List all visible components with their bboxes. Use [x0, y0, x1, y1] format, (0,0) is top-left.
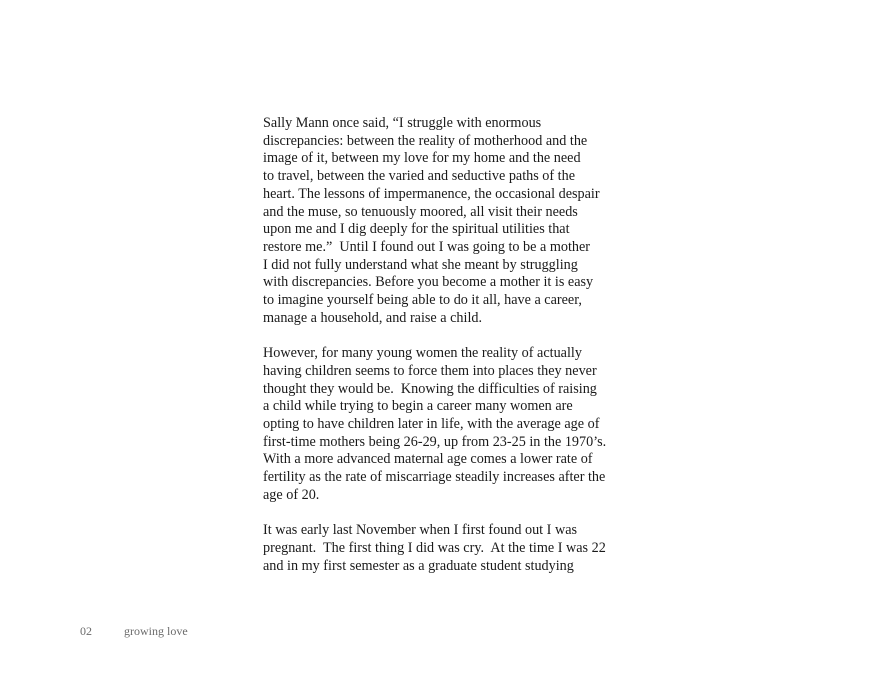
text-line: with discrepancies. Before you become a mother it is easy: [263, 274, 594, 291]
text-line: manage a household, and raise a child.: [263, 309, 483, 326]
body-text: [263, 115, 633, 575]
text-line: upon me and I dig deeply for the spiritual utilities that: [263, 221, 570, 238]
text-line: heart. The lessons of impermanence, the occasional despair: [263, 185, 600, 202]
text-line: Sally Mann once said, “I struggle with enormous: [263, 115, 542, 131]
page-number: 02: [80, 624, 92, 638]
text-line: image of it, between my love for my home and the need: [263, 150, 581, 167]
paragraph-2: [263, 345, 633, 504]
paragraph-spacer: [263, 504, 633, 522]
text-line: a child while trying to begin a career many women are: [263, 398, 573, 415]
text-line: first-time mothers being 26-29, up from 23-25 in the 1970’s.: [263, 433, 607, 450]
text-line: restore me.” Until I found out I was going to be a mother: [263, 238, 591, 255]
text-line: pregnant. The first thing I did was cry. At the time I was 22: [263, 539, 606, 556]
text-line: discrepancies: between the reality of motherhood and the: [263, 132, 588, 149]
text-line: age of 20.: [263, 486, 320, 503]
text-line: thought they would be. Knowing the difficulties of raising: [263, 380, 597, 397]
text-line: to imagine yourself being able to do it all, have a career,: [263, 292, 582, 309]
paragraph-3: [263, 522, 633, 575]
text-line: having children seems to force them into places they never: [263, 362, 597, 379]
text-line: to travel, between the varied and seductive paths of the: [263, 168, 576, 185]
paragraph-spacer: [263, 327, 633, 345]
text-line: I did not fully understand what she meant by struggling: [263, 256, 578, 273]
text-line: With a more advanced maternal age comes a lower rate of: [263, 451, 593, 468]
page-footer: [80, 624, 188, 639]
text-line: fertility as the rate of miscarriage steadily increases after the: [263, 469, 606, 486]
text-line: and the muse, so tenuously moored, all visit their needs: [263, 203, 578, 220]
text-line: It was early last November when I first found out I was: [263, 522, 578, 539]
text-line: However, for many young women the reality of actually: [263, 345, 582, 362]
text-line: opting to have children later in life, with the average age of: [263, 415, 600, 432]
section-title: growing love: [124, 624, 188, 638]
paragraph-1: [263, 115, 633, 327]
text-line: and in my first semester as a graduate student studying: [263, 557, 574, 574]
